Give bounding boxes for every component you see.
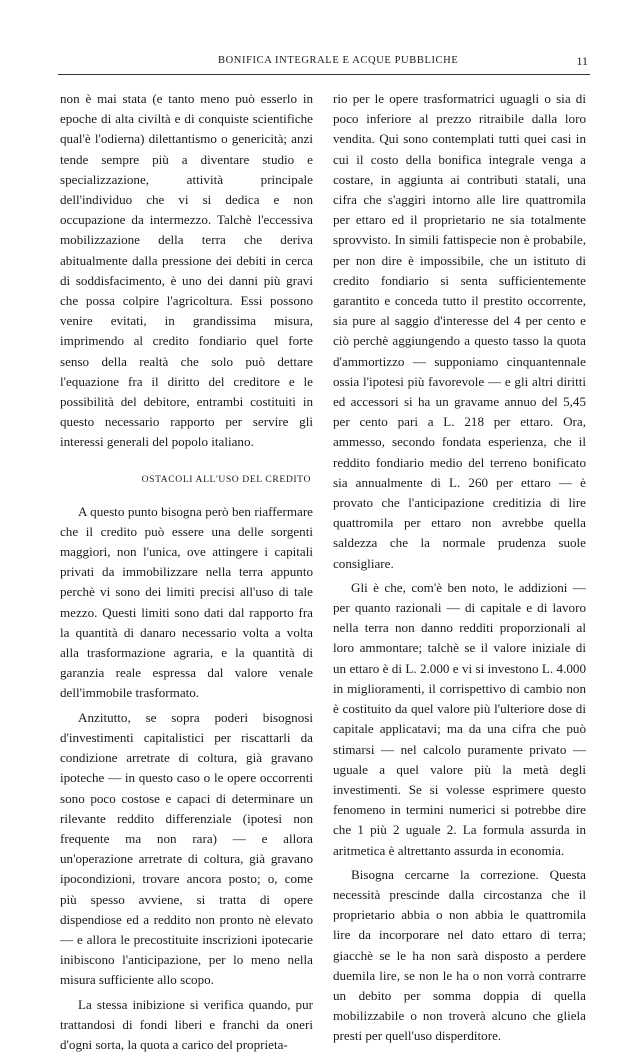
section-heading: OSTACOLI ALL'USO DEL CREDITO: [141, 473, 311, 485]
paragraph: A questo punto bisogna però ben riaffermare che il credito può essere una delle sorgenti maggiori, non l'unica, ove attingere i capitali privati da immobilizzare nella terra appunto perchè vi sono dei limiti precisi all'uso di tale mezzo. Questi limiti sono dati dal rapporto fra la quantità di danaro necessario volta a volta alla trasformazione agraria, e la quantità di garanzia reale espressa dal valore venale dell'immobile trasformato.: [60, 503, 313, 701]
paragraph-continued: rio per le opere trasformatrici uguagli o sia di poco inferiore al prezzo ritraibile dalla loro vendita. Qui sono contemplati tutti quei casi in cui il costo della bonifica integrale venga a costare, in aggiunta ai contributi statali, una cifra che s'aggiri intorno alle lire quattromila per ettaro ed il proprietario ne sia totalmente sprovvisto. In simili fattispecie non è probabile, per non dire è impossibile, che un istituto di credito fondiario si senta sufficientemente garantito e conceda tutto il prestito occorrente, sia pure al saggio d'interesse del 4 per cento e ciò perchè aggiungendo a questo tasso la quota d'ammortizzo — supponiamo cinquantennale ossia l'ipotesi più favorevole — e gli altri diritti ed accessori si ha un gravame annuo del 5,45 per cento pari a L. 218 per ettaro. Ora, ammesso, secondo fondata esperienza, che il reddito fondiario medio del terreno bonificato sia annualmente di L. 260 per ettaro — è provato che l'anticipazione creditizia di lire quattromila per ettaro non avrebbe quella saldezza che la normale prudenza suole consigliare.: [333, 91, 586, 571]
paragraph-continued: non è mai stata (e tanto meno può esserlo in epoche di alta civiltà e di conquiste scientifiche qual'è l'odierna) dilettantismo o genericità; anzi tende sempre più a diventare studio e specializzazione, attività principale dell'individuo che vi si dedica e non occupazione da intermezzo. Talchè l'eccessiva mobilizzazione della terra che deriva abitualmente dalla pressione dei debiti in cerca di soddisfacimento, è uno dei danni più gravi che possa colpire l'agricoltura. Essi possono venire evitati, in grandissima misura, imprimendo al credito fondiario quel forte senso della realtà che solo può dettare l'equazione fra il diritto del creditore e le possibilità del debitore, entrambi costituiti in questo necessario rapporto per servire gli interessi generali del popolo italiano.: [60, 91, 313, 450]
right-column: [333, 89, 586, 1047]
page-number: 11: [576, 54, 588, 68]
paragraph: La stessa inibizione si verifica quando, pur trattandosi di fondi liberi e franchi da oneri d'ogni sorta, la quota a carico del proprieta-: [60, 996, 313, 1052]
left-column: [60, 89, 313, 1055]
paragraph: Bisogna cercarne la correzione. Questa necessità prescinde dalla circostanza che il proprietario abbia o non abbia le quattromila lire da incorporare nel dato ettaro di terra; giacchè se le ha non sarà disposto a perdere duemila lire, se non le ha o non vorrà contrarre un debito per somma doppia di quella mobilizzabile o non troverà alcuno che gliela presti per quell'uso disperditore.: [333, 866, 586, 1044]
running-title: BONIFICA INTEGRALE E ACQUE PUBBLICHE: [218, 55, 459, 66]
header-rule: [58, 74, 590, 75]
page-header: [58, 55, 588, 71]
paragraph: Gli è che, com'è ben noto, le addizioni — per quanto razionali — di capitale e di lavoro nella terra non danno redditi proporzionali al loro ammontare; talchè se il valore iniziale di un ettaro è di L. 2.000 e vi si investono L. 4.000 in miglioramenti, il corrispettivo di cambio non è costituito da quel valore più l'ulteriore dose di capitale applicatavi; ma da una cifra che può stimarsi — nel calcolo puramente privato — uguale a quel valore più la metà degli investimenti. Se si volesse esprimere questo fenomeno in termini numerici si potrebbe dire che 1 più 2 uguale 2. La formula assurda in aritmetica è altrettanto assurda in economia.: [333, 579, 586, 858]
paragraph: Anzitutto, se sopra poderi bisognosi d'investimenti capitalistici per riscattarli da condizione arretrate di coltura, già gravano ipoteche — in questo caso o le opere occorrenti sono poco costose e capaci di determinare un rilevante reddito differenziale (ipotesi non frequente ma non rara) — e allora un'operazione arretrate di coltura, già gravano ipocondizioni, trovare ancora posto; o, come più spesso avviene, si tratta di opere dispendiose ed a reddito non pronto nè elevato — e allora le precostituite inscrizioni ipotecarie inibiscono l'anticipazione, per lo meno nella misura sufficiente allo scopo.: [60, 709, 313, 988]
